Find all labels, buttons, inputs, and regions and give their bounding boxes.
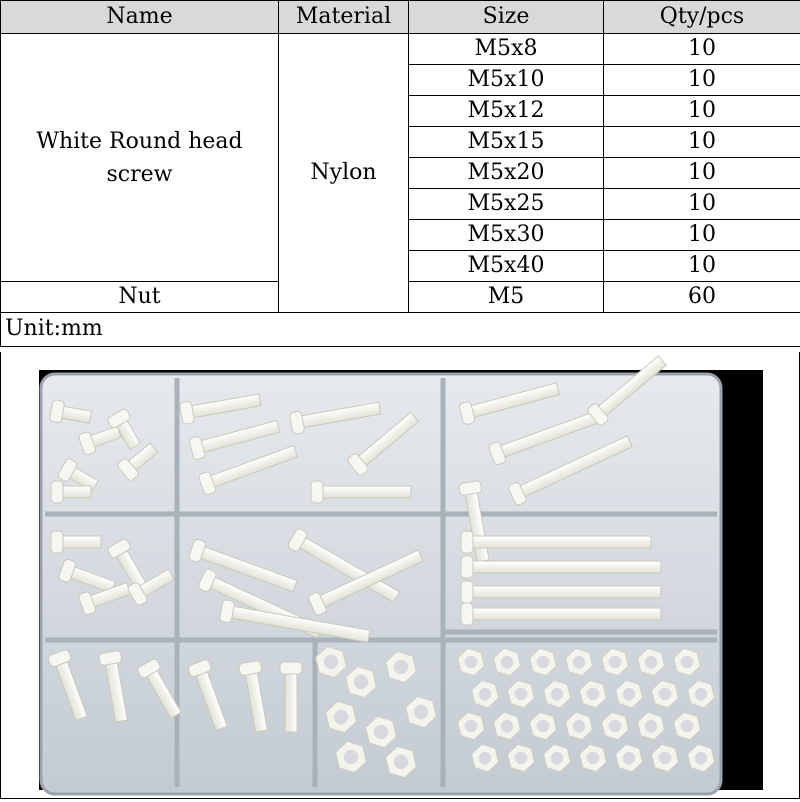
unit-label: Unit:mm [1, 313, 800, 347]
header-qty: Qty/pcs [604, 1, 800, 34]
table-row [1, 34, 800, 65]
unit-row [1, 313, 800, 347]
header-row [1, 1, 800, 34]
header-material: Material [279, 1, 409, 34]
size-cell: M5x12 [409, 96, 604, 127]
size-cell: M5x10 [409, 65, 604, 96]
size-cell: M5x8 [409, 34, 604, 65]
screw-name-cell: White Round head screw [1, 34, 279, 282]
spec-table [0, 0, 800, 347]
nut-size-cell: M5 [409, 282, 604, 313]
qty-cell: 10 [604, 127, 800, 158]
qty-cell: 10 [604, 189, 800, 220]
header-size: Size [409, 1, 604, 34]
size-cell: M5x15 [409, 127, 604, 158]
qty-cell: 10 [604, 34, 800, 65]
qty-cell: 10 [604, 251, 800, 282]
qty-cell: 10 [604, 96, 800, 127]
size-cell: M5x20 [409, 158, 604, 189]
product-photo-cell [0, 352, 800, 799]
header-name: Name [1, 1, 279, 34]
nut-qty-cell: 60 [604, 282, 800, 313]
qty-cell: 10 [604, 220, 800, 251]
size-cell: M5x25 [409, 189, 604, 220]
material-cell: Nylon [279, 34, 409, 313]
nut-name-cell: Nut [1, 282, 279, 313]
qty-cell: 10 [604, 158, 800, 189]
size-cell: M5x30 [409, 220, 604, 251]
product-photo [1, 352, 799, 798]
size-cell: M5x40 [409, 251, 604, 282]
qty-cell: 10 [604, 65, 800, 96]
